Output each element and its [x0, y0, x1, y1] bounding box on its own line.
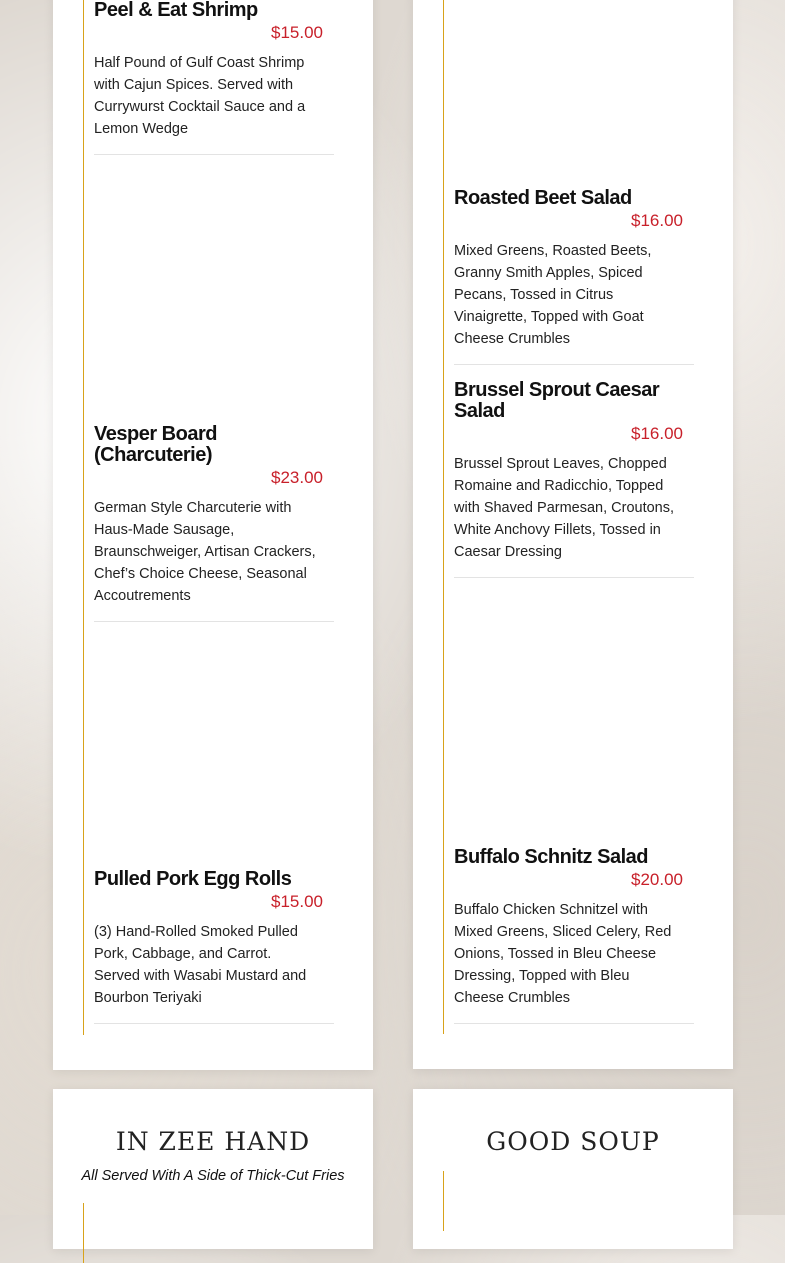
item-name: Roasted Beet Salad — [454, 187, 632, 209]
item-description: (3) Hand-Rolled Smoked Pulled Pork, Cabbage, and Carrot. Served with Wasabi Mustard and Bourbon Teriyaki — [94, 924, 307, 1006]
item-name: Pulled Pork Egg Rolls — [94, 868, 292, 890]
divider — [94, 154, 334, 155]
section-card-good-soup — [413, 1089, 733, 1249]
item-description: Brussel Sprout Leaves, Chopped Romaine and Radicchio, Topped with Shaved Parmesan, Croutons, White Anchovy Fillets, Tossed in Caesar Dressing — [454, 456, 675, 560]
item-price: $15.00 — [271, 23, 323, 42]
divider — [454, 364, 694, 365]
section-card-in-zee-hand — [53, 1089, 373, 1249]
divider — [454, 1023, 694, 1024]
item-price: $15.00 — [271, 892, 323, 911]
menu-item — [454, 188, 694, 365]
divider — [94, 621, 334, 622]
item-description: Mixed Greens, Roasted Beets, Granny Smith Apples, Spiced Pecans, Tossed in Citrus Vinaigrette, Topped with Goat Cheese Crumbles — [454, 243, 652, 347]
item-price: $20.00 — [631, 870, 683, 889]
menu-item — [94, 869, 334, 1024]
item-price: $16.00 — [631, 424, 683, 443]
menu-item — [454, 847, 694, 1024]
menu-item — [94, 0, 334, 155]
section-title: IN ZEE HAND — [115, 1127, 311, 1156]
item-description: Buffalo Chicken Schnitzel with Mixed Greens, Sliced Celery, Red Onions, Tossed in Bleu Cheese Dressing, Topped with Bleu Cheese Crumbles — [454, 902, 672, 1006]
item-name: Buffalo Schnitz Salad — [454, 846, 648, 868]
item-name: Vesper Board (Charcuterie) — [94, 423, 217, 466]
item-description: Half Pound of Gulf Coast Shrimp with Cajun Spices. Served with Currywurst Cocktail Sauce and a Lemon Wedge — [94, 55, 306, 137]
item-price: $16.00 — [631, 211, 683, 230]
item-name: Brussel Sprout Caesar Salad — [454, 379, 660, 422]
divider — [454, 577, 694, 578]
menu-item — [94, 424, 334, 622]
divider — [94, 1023, 334, 1024]
menu-item — [454, 380, 694, 578]
menu-card-right — [413, 0, 733, 1069]
accent-rail — [83, 0, 84, 1035]
accent-rail — [443, 1171, 444, 1231]
menu-card-left — [53, 0, 373, 1070]
section-subtitle: All Served With A Side of Thick-Cut Fries — [81, 1168, 345, 1184]
item-description: German Style Charcuterie with Haus-Made Sausage, Braunschweiger, Artisan Crackers, Chef’s Choice Cheese, Seasonal Accoutrements — [94, 500, 316, 604]
item-name: Peel & Eat Shrimp — [94, 0, 258, 21]
accent-rail — [443, 0, 444, 1034]
accent-rail — [83, 1203, 84, 1263]
section-title: GOOD SOUP — [486, 1127, 660, 1156]
item-price: $23.00 — [271, 468, 323, 487]
